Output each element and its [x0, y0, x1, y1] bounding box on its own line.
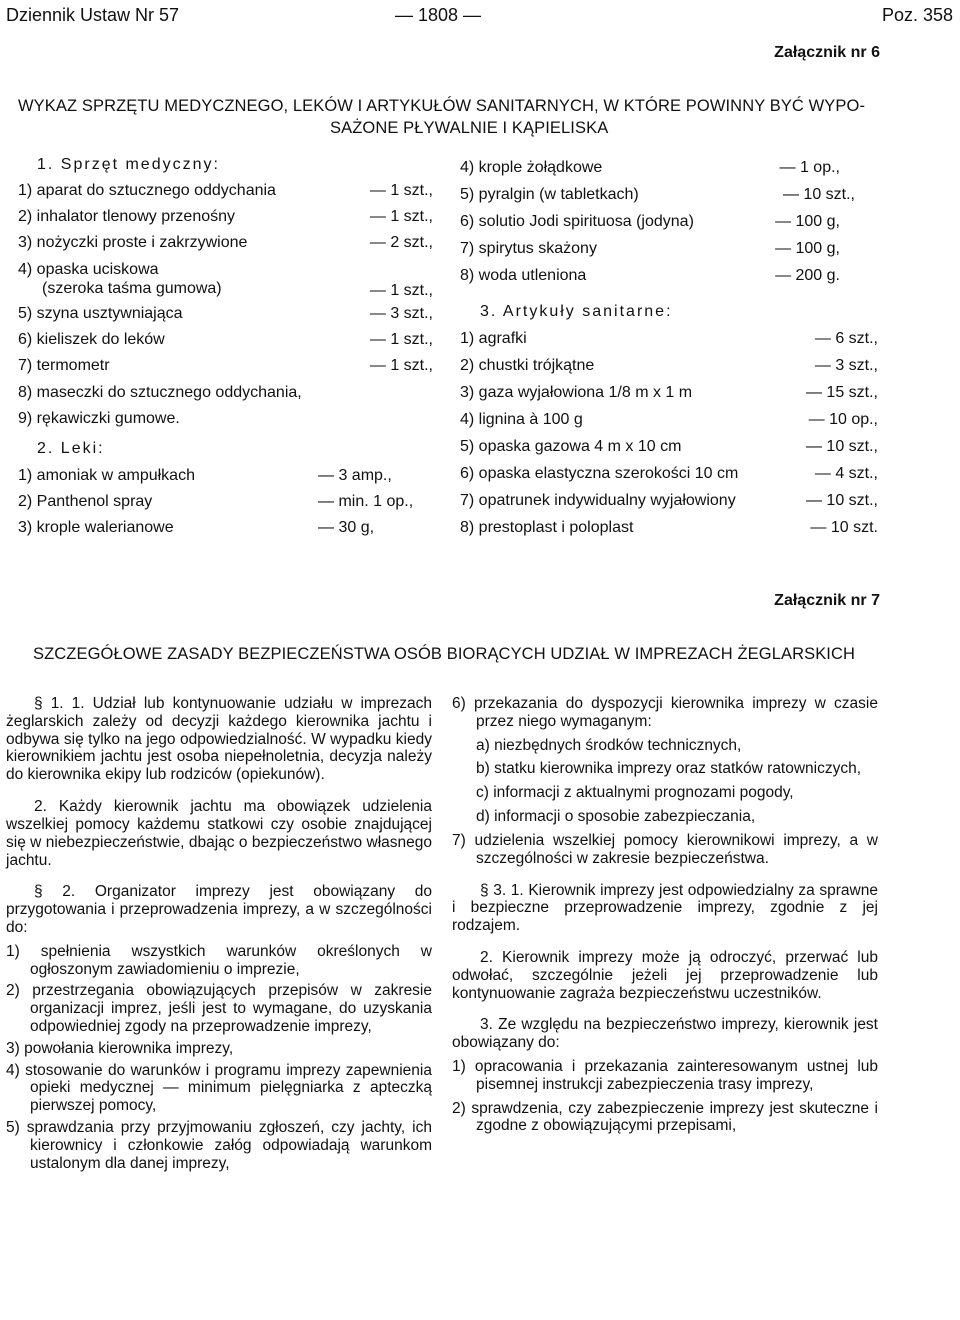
sanitary-qty: — 4 szt.,: [814, 465, 878, 482]
sanitary-item: 6) opaska elastyczna szerokości 10 cm: [460, 465, 739, 482]
drug-qty: — min. 1 op.,: [318, 493, 414, 510]
annex-7-left-column: [6, 695, 432, 1173]
drug-qty: — 10 szt.,: [782, 186, 855, 203]
list-item: 1) opracowania i przekazania zainteresowanym ustnej lub pisemnej instrukcji zabezpieczenia trasy imprezy,: [452, 1058, 878, 1093]
list-item: 1) spełnienia wszystkich warunków określonych w ogłoszonym zawiadomieniu o imprezie,: [6, 942, 432, 978]
drug-qty: — 100 g,: [775, 240, 840, 257]
list-item: 5) sprawdzania przy przyjmowaniu zgłoszeń, czy jachty, ich kierownicy i członkowie załóg odpowiadają warunkom ustalonym dla danej imprezy,: [6, 1119, 432, 1172]
annex-6-title-line1: WYKAZ SPRZĘTU MEDYCZNEGO, LEKÓW I ARTYKUŁÓW SANITARNYCH, W KTÓRE POWINNY BYĆ WYPO-: [18, 97, 866, 115]
sanitary-qty: — 6 szt.,: [814, 330, 878, 347]
sanitary-item: 8) prestoplast i poloplast: [460, 519, 634, 536]
sanitary-item: 3) gaza wyjałowiona 1/8 m x 1 m: [460, 384, 693, 401]
paragraph-1-2: 2. Każdy kierownik jachtu ma obowiązek udzielenia wszelkiej pomocy każdemu statkowi czy osobie znajdującej się w niebezpieczeństwie, dbając o bezpieczeństwo własnego jachtu.: [6, 798, 432, 869]
drug-item: 6) solutio Jodi spirituosa (jodyna): [460, 213, 694, 230]
equipment-item: 9) rękawiczki gumowe.: [18, 410, 180, 427]
equipment-item: 2) inhalator tlenowy przenośny: [18, 208, 236, 225]
sanitary-item: 2) chustki trójkątne: [460, 357, 595, 374]
drug-qty: — 1 op.,: [779, 159, 840, 176]
drug-item: 8) woda utleniona: [460, 267, 587, 284]
drug-item: 7) spirytus skażony: [460, 240, 597, 257]
equipment-qty: — 1 szt.,: [369, 357, 433, 374]
equipment-qty: — 2 szt.,: [369, 234, 433, 251]
list-item: 6) przekazania do dyspozycji kierownika imprezy w czasie przez niego wymaganym:: [452, 695, 878, 730]
sub-list-item: a) niezbędnych środków technicznych,: [476, 736, 742, 754]
drug-qty: — 3 amp.,: [318, 467, 392, 484]
drug-item: 3) krople walerianowe: [18, 519, 174, 536]
sanitary-qty: — 10 szt.,: [805, 438, 878, 455]
section-sanitary-heading: 3. Artykuły sanitarne:: [480, 303, 673, 320]
paragraph-3-2: 2. Kierownik imprezy może ją odroczyć, przerwać lub odwołać, szczególnie jeżeli jej przeprowadzenie lub kontynuowanie zagraża bezpieczeństwu uczestników.: [452, 948, 878, 1002]
paragraph-1-1: § 1. 1. Udział lub kontynuowanie udziału w imprezach żeglarskich zależy od decyzji każdego kierownika jachtu i odbywa się tylko na jego odpowiedzialność. W wypadku kiedy kierownikiem jachtu jest osoba niepełnoletnia, decyzja należy do kierownika ekipy lub rodziców (opiekunów).: [6, 695, 432, 784]
equipment-item: 1) aparat do sztucznego oddychania: [18, 182, 276, 199]
paragraph-3-3: 3. Ze względu na bezpieczeństwo imprezy, kierownik jest obowiązany do:: [452, 1016, 878, 1052]
annex-7-right-column: [452, 695, 878, 1135]
drug-qty: — 200 g.: [775, 267, 840, 284]
drug-item: 1) amoniak w ampułkach: [18, 467, 195, 484]
equipment-qty: — 1 szt.,: [369, 282, 433, 299]
sanitary-item: 4) lignina à 100 g: [460, 411, 583, 428]
drug-qty: — 100 g,: [775, 213, 840, 230]
annex-6-title-line2: SAŻONE PŁYWALNIE I KĄPIELISKA: [330, 119, 609, 137]
sanitary-qty: — 10 szt.,: [805, 492, 878, 509]
annex-7-title: SZCZEGÓŁOWE ZASADY BEZPIECZEŃSTWA OSÓB BIORĄCYCH UDZIAŁ W IMPREZACH ŻEGLARSKICH: [33, 645, 856, 663]
drug-item: 2) Panthenol spray: [18, 493, 153, 510]
equipment-item: 4) opaska uciskowa: [18, 261, 159, 278]
page-number: — 1808 —: [395, 5, 482, 25]
list-item: 2) sprawdzenia, czy zabezpieczenie imprezy jest skuteczne i zgodne z obowiązującymi przepisami,: [452, 1099, 878, 1135]
sub-list-item: c) informacji z aktualnymi prognozami pogody,: [476, 784, 794, 802]
sanitary-qty: — 15 szt.,: [805, 384, 878, 401]
equipment-item: 6) kieliszek do leków: [18, 331, 165, 348]
drug-item: 4) krople żołądkowe: [460, 159, 603, 176]
equipment-item: 7) termometr: [18, 357, 110, 374]
journal-name: Dziennik Ustaw Nr 57: [6, 5, 180, 25]
equipment-item: 8) maseczki do sztucznego oddychania,: [18, 384, 302, 401]
list-item: 7) udzielenia wszelkiej pomocy kierownikowi imprezy, a w szczególności w zakresie bezpieczeństwa.: [452, 831, 878, 867]
equipment-qty: — 3 szt.,: [369, 305, 433, 322]
annex-7-label: Załącznik nr 7: [774, 592, 880, 609]
sanitary-qty: — 10 szt.: [810, 519, 878, 536]
section-equipment-heading: 1. Sprzęt medyczny:: [37, 156, 220, 173]
sanitary-item: 1) agrafki: [460, 330, 527, 347]
drug-item: 5) pyralgin (w tabletkach): [460, 186, 639, 203]
equipment-qty: — 1 szt.,: [369, 331, 433, 348]
equipment-item: 3) nożyczki proste i zakrzywione: [18, 234, 248, 251]
equipment-item: 5) szyna usztywniająca: [18, 305, 183, 322]
sanitary-item: 7) opatrunek indywidualny wyjałowiony: [460, 492, 736, 509]
equipment-qty: — 1 szt.,: [369, 182, 433, 199]
equipment-item-continuation: (szeroka taśma gumowa): [42, 280, 222, 297]
sub-list-item: d) informacji o sposobie zabezpieczania,: [476, 808, 756, 826]
section-drugs-heading: 2. Leki:: [37, 440, 105, 457]
list-item: 3) powołania kierownika imprezy,: [6, 1039, 234, 1057]
sanitary-qty: — 3 szt.,: [814, 357, 878, 374]
list-item: 2) przestrzegania obowiązujących przepisów w zakresie organizacji imprez, jeśli jest to wymagane, do uzyskania odpowiedniej zgody na przeprowadzenie imprezy,: [6, 982, 432, 1035]
paragraph-2: § 2. Organizator imprezy jest obowiązany do przygotowania i przeprowadzenia imprezy, a w szczególności do:: [6, 883, 432, 936]
annex-6-label: Załącznik nr 6: [774, 44, 880, 61]
drug-qty: — 30 g,: [318, 519, 375, 536]
sanitary-item: 5) opaska gazowa 4 m x 10 cm: [460, 438, 682, 455]
position-number: Poz. 358: [881, 5, 953, 25]
list-item: 4) stosowanie do warunków i programu imprezy zapewnienia opieki medycznej — minimum pielęgniarka z apteczką pierwszej pomocy,: [6, 1061, 432, 1115]
sub-list-item: b) statku kierownika imprezy oraz statków ratowniczych,: [476, 760, 862, 778]
equipment-qty: — 1 szt.,: [369, 208, 433, 225]
sanitary-qty: — 10 op.,: [808, 411, 878, 428]
paragraph-3-1: § 3. 1. Kierownik imprezy jest odpowiedzialny za sprawne i bezpieczne przeprowadzenie imprezy, zgodnie z jej rodzajem.: [452, 881, 878, 935]
